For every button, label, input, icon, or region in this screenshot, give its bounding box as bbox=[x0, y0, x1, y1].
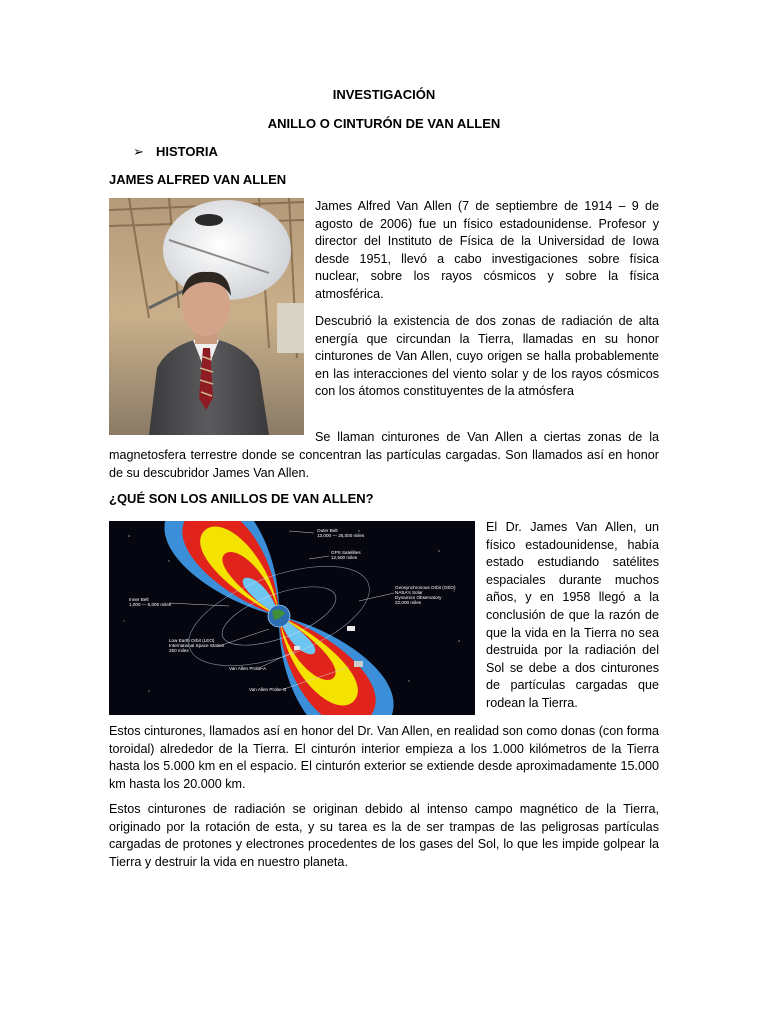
label-leo-alt: 250 miles bbox=[169, 648, 189, 653]
bio-paragraph-1: James Alfred Van Allen (7 de septiembre de 1914 – 9 de agosto de 2006) fue un físico estadounidense. Profesor y director del Instituto de Física de la Universidad de Iowa desde 1951, llevó a cabo investigaciones sobre física nuclear, sobre los rayos cósmicos y sobre la física atmosférica. bbox=[315, 199, 659, 301]
label-probe-b: Van Allen Probe-B bbox=[249, 687, 287, 692]
label-geo-sub1: NASA's Solar bbox=[395, 590, 423, 595]
question-heading: ¿QUÉ SON LOS ANILLOS DE VAN ALLEN? bbox=[109, 491, 374, 506]
label-gps-alt: 12,500 miles bbox=[331, 555, 358, 560]
label-gps: GPS Satellites bbox=[331, 550, 361, 555]
belt-paragraph-2: Estos cinturones, llamados así en honor del Dr. Van Allen, en realidad son como donas (con forma toroidal) alrededor de la Tierra. El cinturón interior empieza a los 1.000 kilómetros de la Tierra hasta los 5.000 km en el espacio. El cinturón exterior se extiende desde aproximadamente 15.000 km hasta los 20.000 km. bbox=[109, 724, 659, 791]
van-allen-belts-diagram bbox=[109, 521, 475, 715]
label-inner-belt-range: 1,000 — 6,000 miles bbox=[129, 602, 172, 607]
document-title: INVESTIGACIÓN bbox=[332, 87, 436, 102]
van-allen-belts-diagram-icon bbox=[109, 521, 475, 715]
belt-paragraph-1: El Dr. James Van Allen, un físico estadounidense, había estado estudiando satélites espaciales durante muchos años, y en 1958 llegó a la conclusión de que la razón de que la vida en la Tierra no sea destruida por la radiación del Sol se debe a dos cinturones de partículas cargadas que rodean la Tierra. bbox=[486, 520, 659, 710]
section-heading-historia: HISTORIA bbox=[156, 144, 218, 159]
bio-paragraph-3-line-1: Se llaman cinturones de Van Allen a ciertas zonas de la bbox=[315, 430, 659, 444]
portrait-photo-icon bbox=[109, 198, 304, 435]
bio-paragraph-3: magnetosfera terrestre donde se concentran las partículas cargadas. Son llamados así en honor de su descubridor James Van Allen. bbox=[109, 448, 659, 480]
label-outer-belt-range: 13,000 — 25,000 miles bbox=[317, 533, 365, 538]
bio-paragraph-2: Descubrió la existencia de dos zonas de radiación de alta energía que circundan la Tierra, llamadas en su honor cinturones de Van Allen, cuyo origen se halla probablemente en las interacciones del viento solar y de los rayos cósmicos con los átomos constituyentes de la atmósfera bbox=[315, 314, 659, 399]
label-leo-sub: International Space Station bbox=[169, 643, 225, 648]
person-heading: JAMES ALFRED VAN ALLEN bbox=[109, 172, 287, 187]
label-probe-a: Van Allen Probe-A bbox=[229, 666, 267, 671]
label-outer-belt: Outer Belt bbox=[317, 528, 338, 533]
label-geo-sub2: Dynamics Observatory bbox=[395, 595, 442, 600]
label-geo-alt: 22,000 miles bbox=[395, 600, 422, 605]
label-geo: Geosynchronous Orbit (GEO) bbox=[395, 585, 456, 590]
bullet-arrow-icon: ➢ bbox=[133, 144, 144, 159]
document-subtitle: ANILLO O CINTURÓN DE VAN ALLEN bbox=[267, 116, 501, 131]
belt-paragraph-3: Estos cinturones de radiación se originan debido al intenso campo magnético de la Tierra, originado por la rotación de esta, y su tarea es la de ser trampas de las peligrosas partículas cargadas de protones y electrones procedentes de los gases del Sol, lo que les impide golpear la Tierra y destruir la vida en nuestro planeta. bbox=[109, 802, 659, 869]
label-leo: Low Earth Orbit (LEO) bbox=[169, 638, 215, 643]
label-inner-belt: Inner Belt bbox=[129, 597, 149, 602]
portrait-photo bbox=[109, 198, 304, 435]
